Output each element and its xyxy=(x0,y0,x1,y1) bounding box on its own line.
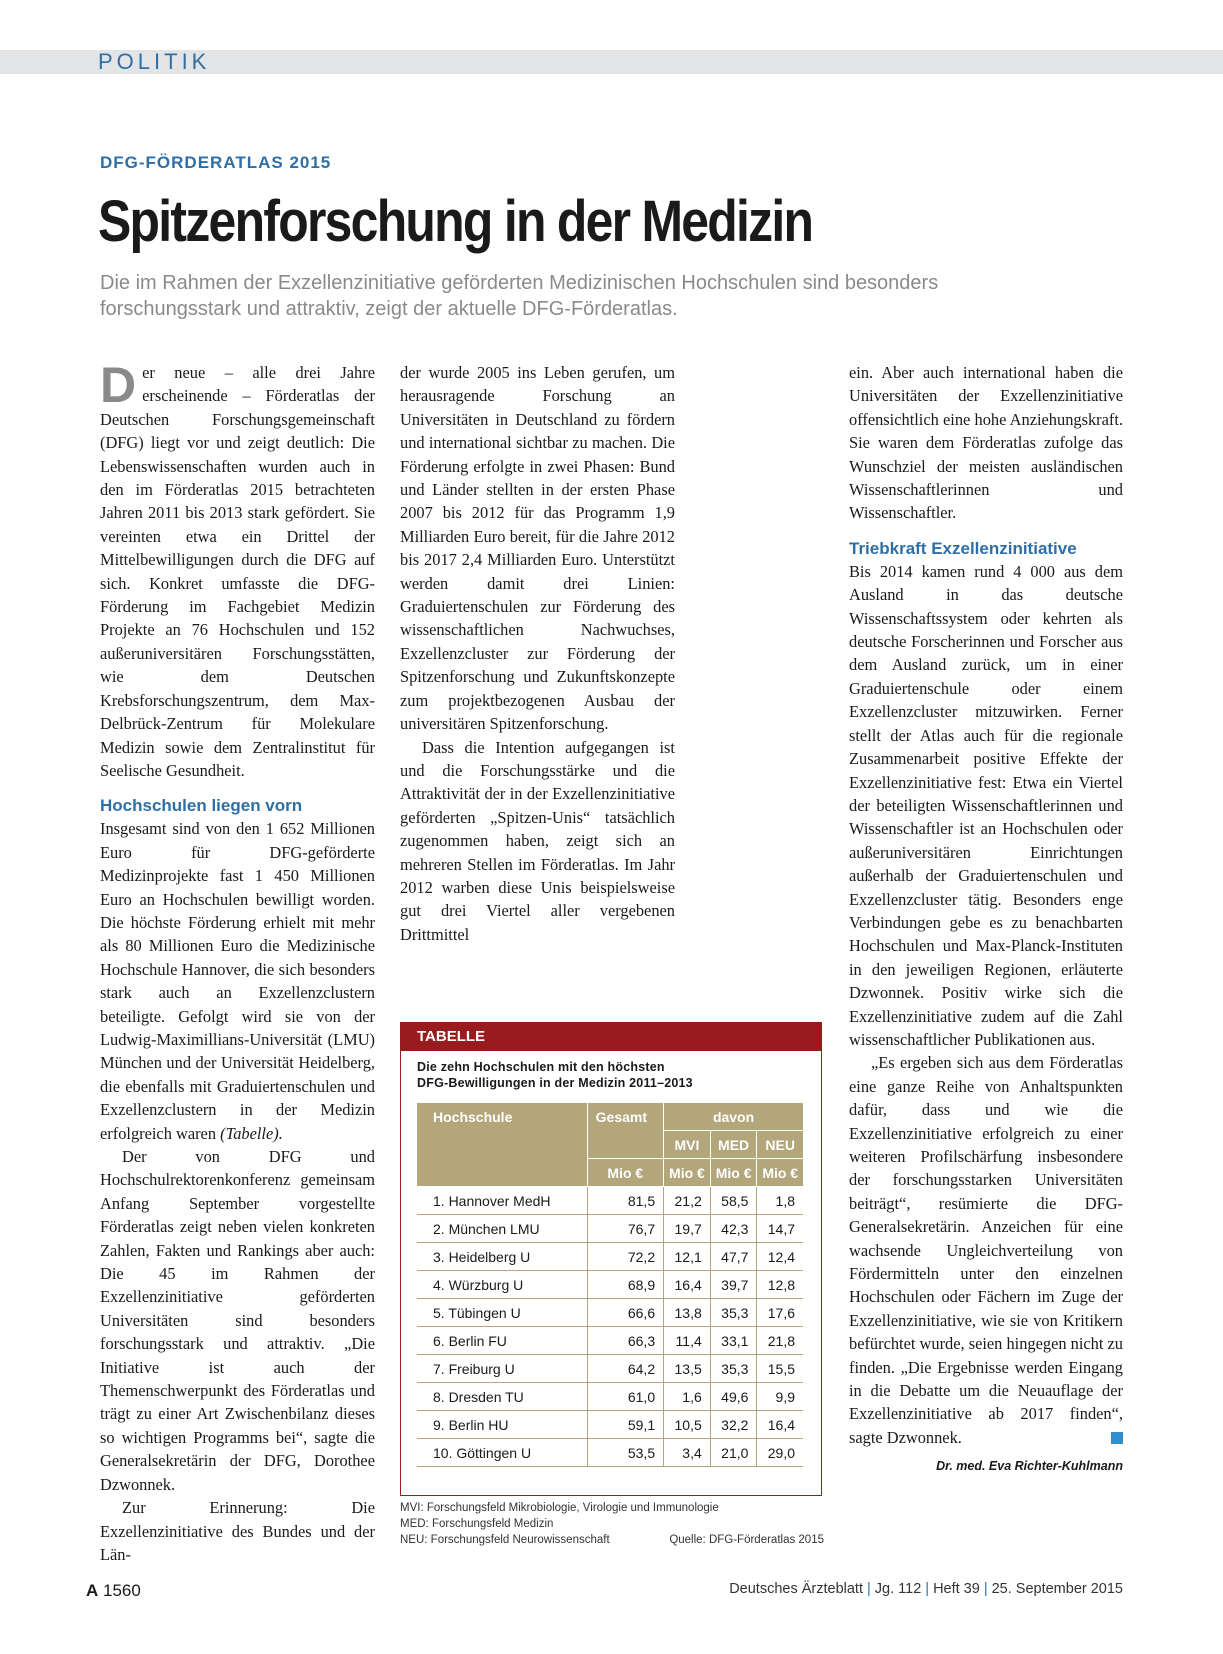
drop-cap: D xyxy=(100,357,137,413)
subheading: Hochschulen liegen vorn xyxy=(100,796,303,816)
header-davon: davon xyxy=(664,1103,803,1131)
unit-label: Mio € xyxy=(757,1159,803,1187)
note-mvi: MVI: Forschungsfeld Mikrobiologie, Virologie und Immunologie xyxy=(400,1502,719,1514)
unit-label: Mio € xyxy=(587,1159,664,1187)
table-row: 7. Freiburg U 64,2 13,5 35,3 15,5 xyxy=(417,1355,803,1383)
headline: Spitzenforschung in der Medizin xyxy=(98,189,813,254)
header-mvi: MVI xyxy=(664,1131,711,1159)
table-row: 8. Dresden TU 61,0 1,6 49,6 9,9 xyxy=(417,1383,803,1411)
paragraph: Bis 2014 kamen rund 4 000 aus dem Ausland in das deutsche Wissenschaftssystem oder kehrten als deutsche Forscherinnen und Forscher aus dem Ausland zurück, um in einer Graduiertenschule oder einem Exzellenzcluster mitzuwirken. Ferner stellt der Atlas auch für die regionale Zusammenarbeit positive Effekte der Exzellenzinitiative fest: Etwa ein Viertel der beteiligten Wissenschaftlerinnen und Wissenschaftler ist an Hochschulen oder außeruniversitären Einrichtungen außerhalb der Graduiertenschulen und Exzellenzcluster tätig. Besonders enge Verbindungen gebe es zu benachbarten Hochschulen und Max-Planck-Instituten in den jeweiligen Regionen, erläuterte Dzwonnek. Positiv wirke sich die Exzellenzinitiative zudem auf die Zahl wissenschaftlicher Publikationen aus. xyxy=(849,561,1123,1049)
table-row: 5. Tübingen U 66,6 13,8 35,3 17,6 xyxy=(417,1299,803,1327)
paragraph: der wurde 2005 ins Leben gerufen, um herausragende Forschung an Universitäten in Deutschland zu fördern und international sichtbar zu machen. Die Förderung erfolgte in zwei Phasen: Bund und Länder stellten in der ersten Phase 2007 bis 2012 für das Programm 1,9 Milliarden Euro bereit, für die Jahre 2012 bis 2017 2,4 Milliarden Euro. Unterstützt werden damit drei Linien: Graduiertenschulen zur Förderung des wissenschaftlichen Nachwuchses, Exzellenzcluster zur Förderung der Spitzenforschung und Zukunftskonzepte zum projektbezogenen Ausbau der universitären Spitzenforschung. xyxy=(400,363,675,734)
volume: Jg. 112 xyxy=(874,1581,922,1597)
table-row: 2. München LMU 76,7 19,7 42,3 14,7 xyxy=(417,1215,803,1243)
table-row: 6. Berlin FU 66,3 11,4 33,1 21,8 xyxy=(417,1327,803,1355)
journal-info: Deutsches Ärzteblatt | Jg. 112 | Heft 39 | 25. September 2015 xyxy=(729,1581,1123,1597)
journal-name: Deutsches Ärzteblatt xyxy=(729,1581,863,1597)
data-table-box xyxy=(400,1022,822,1496)
header-hochschule: Hochschule xyxy=(417,1103,587,1187)
table-label: TABELLE xyxy=(401,1023,821,1051)
date: 25. September 2015 xyxy=(991,1581,1123,1597)
lead-paragraph: Die im Rahmen der Exzellenzinitiative geförderten Medizinischen Hochschulen sind besonders forschungsstark und attraktiv, zeigt der aktuelle DFG-Förderatlas. xyxy=(100,272,939,320)
note-med: MED: Forschungsfeld Medizin xyxy=(400,1518,554,1530)
table-source: Quelle: DFG-Förderatlas 2015 xyxy=(669,1534,824,1546)
paragraph: „Es ergeben sich aus dem Förderatlas eine ganze Reihe von Anhaltspunkten dafür, dass und wie die Exzellenzinitiative erfolgreich zu einer weiteren Profilschärfung insbesondere der forschungsstarken Universitäten beiträgt“, resümierte die DFG-Generalsekretärin. Anzeichen für eine wachsende Ungleichverteilung von Fördermitteln unter den einzelnen Hochschulen oder Fächern im Zuge der Exzellenzinitiative, wie sie von Kritikern befürchtet wurde, seien hingegen nicht zu finden. „Die Ergebnisse werden Eingang in die Debatte um die Neuauflage der Exzellenzinitiative ab 2017 finden“, sagte Dzwonnek. xyxy=(849,1053,1123,1447)
header-neu: NEU xyxy=(757,1131,803,1159)
end-mark-icon xyxy=(1111,1432,1123,1444)
table-row: 3. Heidelberg U 72,2 12,1 47,7 12,4 xyxy=(417,1243,803,1271)
kicker: DFG-FÖRDERATLAS 2015 xyxy=(100,153,332,172)
paragraph: ein. Aber auch international haben die Universitäten der Exzellenzinitiative offensichtlich eine hohe Anziehungskraft. Sie waren dem Förderatlas zufolge das Wunschziel der meisten ausländischen Wissenschaftlerinnen und Wissenschaftler. xyxy=(849,363,1123,523)
paragraph: Insgesamt sind von den 1 652 Millionen Euro für DFG-geförderte Medizinprojekte fast 1 450 Millionen Euro an Hochschulen bewilligt worden. Die höchste Förderung erhielt mit mehr als 80 Millionen Euro die Medizinische Hochschule Hannover, die sich besonders stark auch an Exzellenzclustern beteiligte. Gefolgt wird sie von der Ludwig-Maximillians-Universität (LMU) München und der Universität Heidelberg, die ebenfalls mit Graduiertenschulen und Exzellenzclustern in der Medizin erfolgreich waren (Tabelle). xyxy=(100,819,375,1143)
article-column-2 xyxy=(400,361,675,946)
author: Dr. med. Eva Richter-Kuhlmann xyxy=(936,1459,1123,1474)
subheading: Triebkraft Exzellenzinitiative xyxy=(849,538,1077,558)
table-notes xyxy=(400,1500,824,1548)
paragraph: Der neue – alle drei Jahre erscheinende – Förderatlas der Deutschen Forschungsgemeinschaft (DFG) liegt vor und zeigt deutlich: Die Lebenswissenschaften wurden auch in den im Förderatlas 2015 betrachteten Jahren 2011 bis 2013 stark gefördert. Sie vereinten etwa ein Drittel der Mittelbewilligungen durch die DFG auf sich. Konkret umfasste die DFG-Förderung im Fachgebiet Medizin Projekte an 76 Hochschulen und 152 außeruniversitären Forschungsstätten, wie dem Deutschen Krebsforschungszentrum, dem Max-Delbrück-Zentrum für Molekulare Medizin sowie dem Zentralinstitut für Seelische Gesundheit. xyxy=(100,357,375,780)
section-bar xyxy=(0,50,1223,74)
table-row: 1. Hannover MedH 81,5 21,2 58,5 1,8 xyxy=(417,1187,803,1215)
table-reference: (Tabelle). xyxy=(220,1123,283,1143)
issue: Heft 39 xyxy=(933,1581,980,1597)
header-gesamt: Gesamt xyxy=(587,1103,664,1159)
unit-label: Mio € xyxy=(664,1159,711,1187)
table-row: 9. Berlin HU 59,1 10,5 32,2 16,4 xyxy=(417,1411,803,1439)
table-row: 10. Göttingen U 53,5 3,4 21,0 29,0 xyxy=(417,1439,803,1467)
note-neu: NEU: Forschungsfeld Neurowissenschaft xyxy=(400,1534,610,1546)
page-folio: A 1560 xyxy=(86,1581,141,1600)
unit-label: Mio € xyxy=(710,1159,757,1187)
header-med: MED xyxy=(710,1131,757,1159)
article-column-3 xyxy=(849,361,1123,1479)
paragraph: Dass die Intention aufgegangen ist und die Forschungsstärke und die Attraktivität der in der Exzellenzinitiative geförderten „Spitzen-Unis“ tatsächlich zugenommen haben, zeigt sich an mehreren Stellen im Förderatlas. Im Jahr 2012 warben diese Unis beispielsweise gut drei Viertel aller vergebenen Drittmittel xyxy=(400,737,675,944)
data-table xyxy=(417,1103,803,1467)
paragraph: Der von DFG und Hochschulrektorenkonferenz gemeinsam Anfang September vorgestellte Förderatlas zeigt neben vielen konkreten Zahlen, Fakten und Rankings aber auch: Die 45 im Rahmen der Exzellenzinitiative geförderten Universitäten sind besonders forschungsstark und attraktiv. „Die Initiative ist auch der Themenschwerpunkt des Förderatlas und trägt zu einer Art Zwischenbilanz dieses so wichtigen Programms bei“, sagte die Generalsekretärin der DFG, Dorothee Dzwonnek. xyxy=(100,1147,375,1494)
table-title: Die zehn Hochschulen mit den höchsten DFG-Bewilligungen in der Medizin 2011–2013 xyxy=(417,1060,693,1090)
table-header-row xyxy=(417,1103,803,1131)
section-label: POLITIK xyxy=(98,49,211,74)
article-column-1 xyxy=(100,357,375,1566)
paragraph: Zur Erinnerung: Die Exzellenzinitiative des Bundes und der Län- xyxy=(100,1498,375,1564)
table-row: 4. Würzburg U 68,9 16,4 39,7 12,8 xyxy=(417,1271,803,1299)
